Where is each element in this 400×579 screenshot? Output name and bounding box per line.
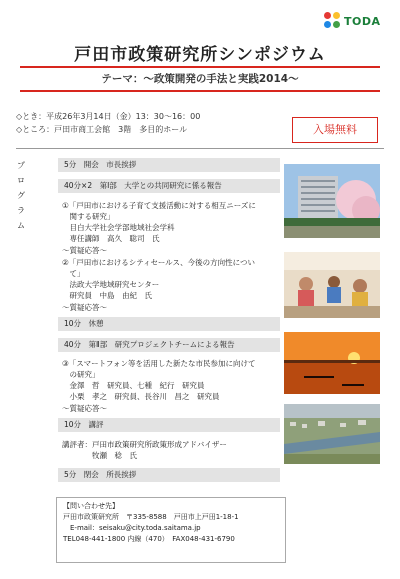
reviewer-line: 講評者：戸田市政策研究所政策形成アドバイザー	[62, 440, 227, 449]
item-3-line: 金澤 哲 研究員、七種 紀行 研究員	[62, 381, 205, 390]
schedule-opening: 5分 開会 市長挨拶	[58, 158, 280, 172]
item-2-line: 法政大学地域研究センター	[62, 280, 160, 289]
contact-phone: TEL048-441-1800 内線（470） FAX048-431-6790	[63, 535, 235, 543]
item-1-line: 目白大学社会学部地域社会学科	[62, 223, 175, 232]
item-1-line: 関する研究」	[62, 212, 115, 221]
contact-line: 戸田市政策研究所 〒335-8588 戸田市上戸田1-18-1	[63, 513, 239, 521]
schedule-part1-header: 40分×2 第Ⅰ部 大学との共同研究に係る報告	[58, 179, 280, 193]
item-2-line: 研究員 中島 由紀 氏	[62, 291, 152, 300]
program-label-char: ロ	[17, 176, 25, 185]
qa-label: ～質疑応答～	[62, 246, 107, 255]
admission-badge: 入場無料	[292, 117, 378, 143]
sunset-rowing-photo	[284, 332, 380, 394]
item-3-line: 小栗 孝之 研究員、長谷川 昌之 研究員	[62, 392, 220, 401]
item-1-line: 専任講師 高久 聡司 氏	[62, 234, 160, 243]
qa-label: ～質疑応答～	[62, 404, 107, 413]
item-2-line: て」	[62, 269, 85, 278]
page-title: 戸田市政策研究所シンポジウム	[74, 45, 326, 65]
toda-logo	[324, 12, 384, 38]
schedule-break: 10分 休憩	[58, 317, 280, 331]
item-1-line: ①「戸田市における子育て支援活動に対する相互ニーズに	[62, 201, 256, 210]
schedule-closing: 5分 閉会 所長挨拶	[58, 468, 280, 482]
program-label-char: グ	[17, 191, 25, 200]
event-place: ◇ところ：戸田市商工会館 3階 多目的ホール	[16, 125, 188, 134]
contact-email: E-mail：seisaku@city.toda.saitama.jp	[63, 524, 201, 532]
divider	[16, 148, 384, 149]
river-aerial-photo	[284, 404, 380, 464]
item-3-line: の研究」	[62, 370, 100, 379]
contact-heading: 【問い合わせ先】	[63, 502, 119, 510]
item-2-line: ②「戸田市におけるシティセールス、今後の方向性につい	[62, 258, 256, 267]
program-label-char: ム	[17, 221, 25, 230]
logo-text: TODA	[344, 15, 381, 28]
program-label-char: プ	[17, 161, 25, 170]
item-3-line: ③「スマートフォン等を活用した新たな市民参加に向けて	[62, 359, 256, 368]
schedule-part2-header: 40分 第Ⅱ部 研究プロジェクトチームによる報告	[58, 338, 280, 352]
schedule-review: 10分 講評	[58, 418, 280, 432]
city-hall-photo	[284, 164, 380, 238]
contact-box	[56, 497, 286, 563]
theme-banner: テーマ：～政策開発の手法と実践2014～	[20, 66, 380, 92]
event-date: ◇とき：平成26年3月14日（金）13：30～16：00	[16, 112, 201, 121]
logo-mark-icon	[324, 12, 342, 30]
qa-label: ～質疑応答～	[62, 303, 107, 312]
reviewer-line: 牧瀬 稔 氏	[62, 451, 137, 460]
program-label-char: ラ	[17, 206, 25, 215]
classroom-photo	[284, 252, 380, 318]
program-label	[14, 158, 28, 233]
